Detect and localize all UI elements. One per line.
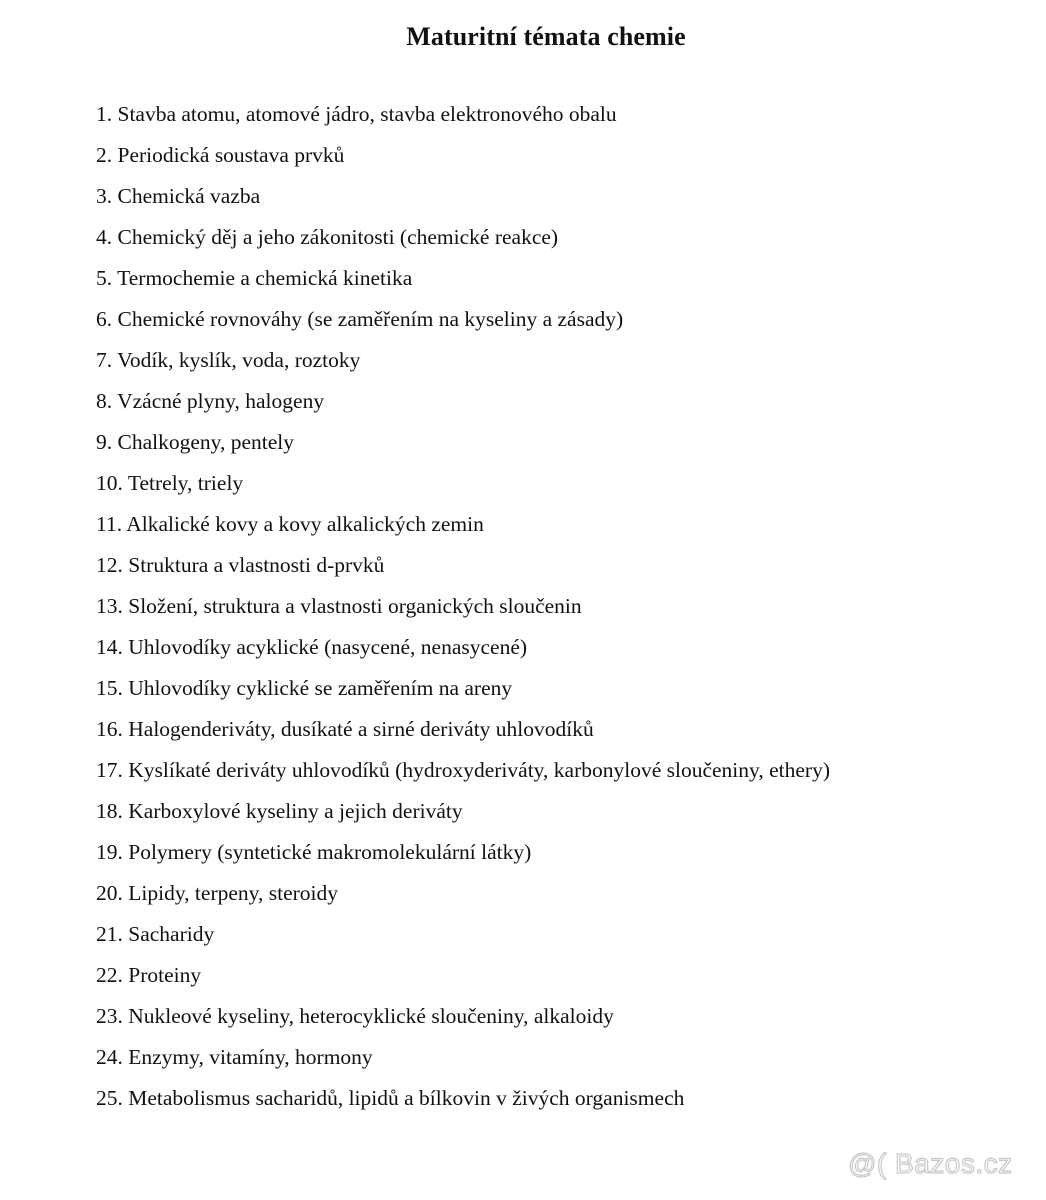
topic-item: 18. Karboxylové kyseliny a jejich deriváty [96, 799, 463, 823]
bazos-watermark: @( Bazos.cz [848, 1148, 1013, 1179]
topic-item: 5. Termochemie a chemická kinetika [96, 266, 413, 290]
topic-item: 20. Lipidy, terpeny, steroidy [96, 881, 339, 905]
topic-item: 22. Proteiny [96, 963, 202, 987]
topic-item: 23. Nukleové kyseliny, heterocyklické sloučeniny, alkaloidy [96, 1004, 614, 1028]
topic-item: 4. Chemický děj a jeho zákonitosti (chemické reakce) [96, 225, 559, 249]
topic-item: 11. Alkalické kovy a kovy alkalických zemin [96, 512, 484, 536]
topic-item: 12. Struktura a vlastnosti d-prvků [96, 553, 385, 577]
topic-item: 10. Tetrely, triely [96, 471, 244, 495]
topic-item: 1. Stavba atomu, atomové jádro, stavba elektronového obalu [96, 102, 617, 126]
topic-item: 7. Vodík, kyslík, voda, roztoky [96, 348, 361, 372]
topic-item: 16. Halogenderiváty, dusíkaté a sirné deriváty uhlovodíků [96, 717, 594, 741]
topic-item: 6. Chemické rovnováhy (se zaměřením na kyseliny a zásady) [96, 307, 624, 331]
topic-item: 8. Vzácné plyny, halogeny [96, 389, 325, 413]
topic-item: 3. Chemická vazba [96, 184, 261, 208]
topic-item: 15. Uhlovodíky cyklické se zaměřením na areny [96, 676, 513, 700]
topic-item: 24. Enzymy, vitamíny, hormony [96, 1045, 373, 1069]
page-title: Maturitní témata chemie [406, 22, 686, 51]
topic-item: 13. Složení, struktura a vlastnosti organických sloučenin [96, 594, 582, 618]
topic-item: 25. Metabolismus sacharidů, lipidů a bílkovin v živých organismech [96, 1086, 685, 1110]
topic-item: 17. Kyslíkaté deriváty uhlovodíků (hydroxyderiváty, karbonylové sloučeniny, ethery) [96, 758, 831, 782]
topic-item: 19. Polymery (syntetické makromolekulární látky) [96, 840, 532, 864]
topic-list [96, 100, 830, 1125]
topic-item: 9. Chalkogeny, pentely [96, 430, 295, 454]
topic-item: 14. Uhlovodíky acyklické (nasycené, nenasycené) [96, 635, 528, 659]
topic-item: 2. Periodická soustava prvků [96, 143, 345, 167]
topic-item: 21. Sacharidy [96, 922, 215, 946]
